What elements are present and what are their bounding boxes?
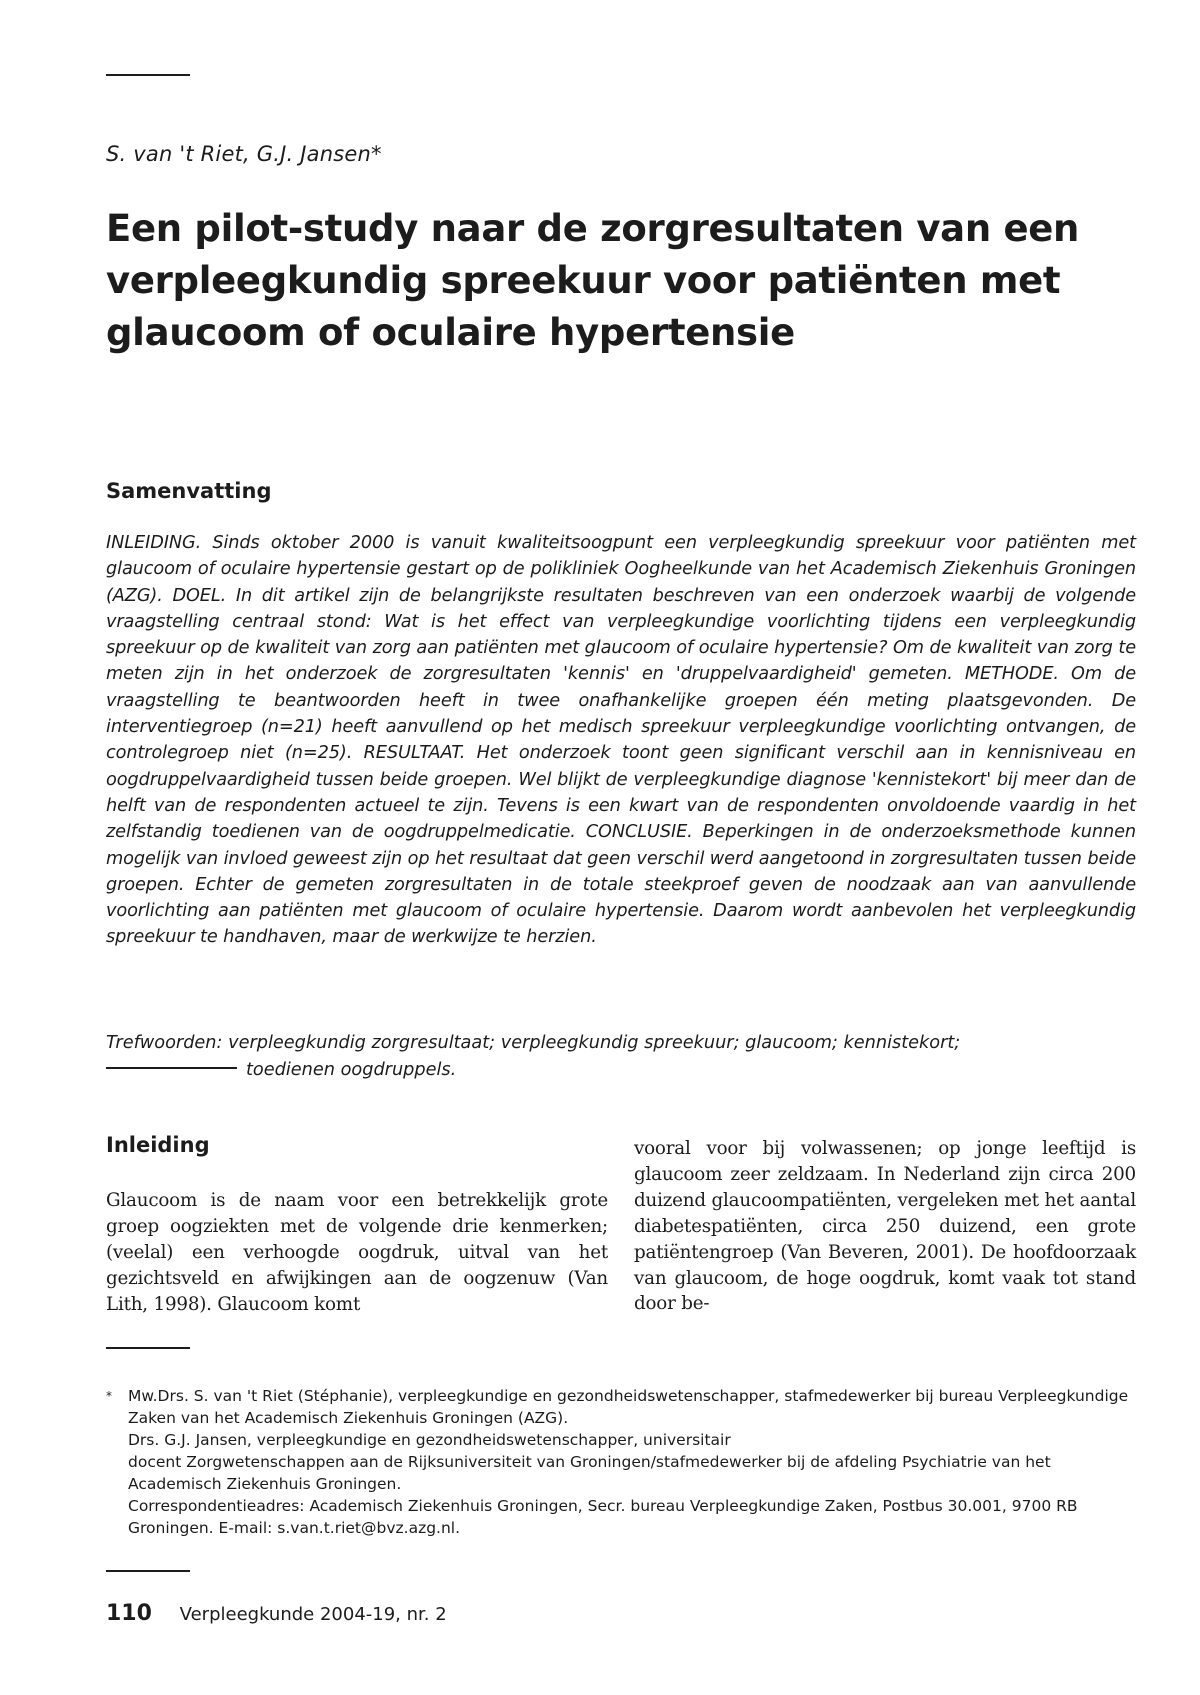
page-footer [106,1601,447,1626]
page-number: 110 [106,1601,152,1626]
body-column-left: Glaucoom is de naam voor een betrekkelijk grote groep oogziekten met de volgende drie kenmerken; (veelal) een verhoogde oogdruk, uitval van het gezichtsveld en afwijkingen aan de oogzenuw (Van Lith, 1998). Glaucoom komt [106,1190,608,1315]
top-rule [106,74,190,76]
keywords-values [106,1030,1146,1084]
bottom-rule [106,1570,190,1572]
authors: S. van 't Riet, G.J. Jansen* [106,142,382,166]
footnote-rule [106,1347,190,1349]
abstract-text: INLEIDING. Sinds oktober 2000 is vanuit kwaliteitsoogpunt een verpleegkundig spreekuur voor patiënten met glaucoom of oculaire hypertensie gestart op de polikliniek Oogheelkunde van het Academisch Ziekenhuis Groningen (AZG). DOEL. In dit artikel zijn de belangrijkste resultaten beschreven van een onderzoek waarbij de volgende vraagstelling centraal stond: Wat is het effect van verpleegkundige voorlichting tijdens een verpleegkundig spreekuur op de kwaliteit van zorg aan patiënten met glaucoom of oculaire hypertensie? Om de kwaliteit van zorg te meten zijn in het onderzoek de zorgresultaten 'kennis' en 'druppelvaardigheid' gemeten. METHODE. Om de vraagstelling te beantwoorden heeft in twee onafhankelijke groepen één meting plaatsgevonden. De interventiegroep (n=21) heeft aanvullend op het medisch spreekuur verpleegkundige voorlichting ontvangen, de controlegroep niet (n=25). RESULTAAT. Het onderzoek toont geen significant verschil aan in kennisniveau en oogdruppelvaardigheid tussen beide groepen. Wel blijkt de verpleegkundige diagnose 'kennistekort' bij meer dan de helft van de respondenten actueel te zijn. Tevens is een kwart van de respondenten onvoldoende vaardig in het zelfstandig toedienen van de oogdruppelmedicatie. CONCLUSIE. Beperkingen in de onderzoeksmethode kunnen mogelijk van invloed geweest zijn op het resultaat dat geen verschil werd aangetoond in zorgresultaten tussen beide groepen. Echter de gemeten zorgresultaten in de totale steekproef geven de noodzaak aan van aanvullende voorlichting aan patiënten met glaucoom of oculaire hypertensie. Daarom wordt aanbevolen het verpleegkundig spreekuur te handhaven, maar de werkwijze te herzien. [106,533,1136,948]
footnote [106,1385,1136,1539]
footnote-line: Drs. G.J. Jansen, verpleegkundige en gezondheidswetenschapper, universitair [128,1431,731,1449]
footnote-line: Correspondentieadres: Academisch Ziekenhuis Groningen, Secr. bureau Verpleegkundige Zaken, Postbus 30.001, 9700 RB Groningen. E-mail: s.van.t.riet@bvz.azg.nl. [128,1497,1078,1537]
footnote-marker: * [106,1389,112,1403]
keywords-label: Trefwoorden: [106,1033,223,1053]
footnote-line: Mw.Drs. S. van 't Riet (Stéphanie), verpleegkundige en gezondheidswetenschapper, stafmedewerker bij bureau Verpleegkundige Zaken van het Academisch Ziekenhuis Groningen (AZG). [128,1387,1129,1427]
article-title: Een pilot-study naar de zorgresultaten van een verpleegkundig spreekuur voor patiënten met glaucoom of oculaire hypertensie [106,207,1080,354]
keywords-line-2: toedienen oogdruppels. [246,1060,457,1080]
footnote-line: docent Zorgwetenschappen aan de Rijksuniversiteit van Groningen/stafmedewerker bij de afdeling Psychiatrie van het Academisch Ziekenhuis Groningen. [128,1453,1051,1493]
journal-citation: Verpleegkunde 2004-19, nr. 2 [179,1604,447,1625]
keywords-line-1: verpleegkundig zorgresultaat; verpleegkundig spreekuur; glaucoom; kennistekort; [228,1033,961,1053]
intro-heading: Inleiding [106,1133,210,1157]
keywords [106,1030,1146,1084]
summary-heading: Samenvatting [106,479,272,503]
body-column-right: vooral voor bij volwassenen; op jonge leeftijd is glaucoom zeer zeldzaam. In Nederland zijn circa 200 duizend glaucoompatiënten, vergeleken met het aantal diabetespatiënten, circa 250 duizend, een grote patiëntengroep (Van Beveren, 2001). De hoofdoorzaak van glaucoom, de hoge oogdruk, komt vaak tot stand door be- [634,1138,1136,1315]
keywords-rule [106,1067,237,1069]
